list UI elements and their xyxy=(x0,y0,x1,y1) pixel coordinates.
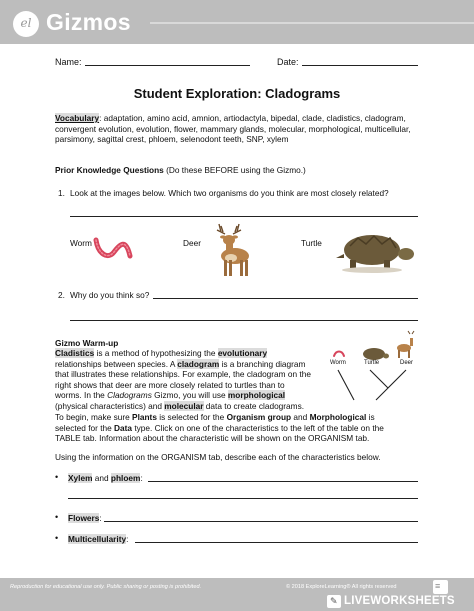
question-2-number: 2. xyxy=(58,290,65,300)
liveworksheets-logo-icon: ✎ xyxy=(327,595,341,608)
cladogram-branches xyxy=(330,368,422,402)
footer-reproduction-notice: Reproduction for educational use only. Public sharing or posting is prohibited. xyxy=(10,584,202,590)
liveworksheets-brand: LIVEWORKSHEETS xyxy=(344,595,455,607)
worm-image xyxy=(92,232,134,264)
date-field[interactable] xyxy=(302,65,418,66)
question-2-answer-line-2[interactable] xyxy=(70,320,418,321)
bullet-2-symbol: • xyxy=(55,512,59,522)
warmup-heading: Gizmo Warm-up xyxy=(55,338,119,348)
cladogram-label-worm: Worm xyxy=(330,360,346,366)
bullet-multicellularity: Multicellularity: xyxy=(68,534,129,544)
turtle-label: Turtle xyxy=(301,238,322,248)
question-1-number: 1. xyxy=(58,188,65,198)
deer-image xyxy=(203,220,259,278)
vocabulary-paragraph xyxy=(55,113,425,145)
bullet-xylem-phloem: Xylem and phloem: xyxy=(68,473,143,483)
warmup-paragraph-2: To begin, make sure Plants is selected for the Organism group and Morphological is selected for the Data type. Click on one of the characteristics to the left of the table on the TABLE tab. Information about the characteristic will be shown on the ORGANISM tab. xyxy=(55,412,384,443)
cladogram-label-deer: Deer xyxy=(400,360,414,366)
vocabulary-terms: : adaptation, amino acid, amnion, artiodactyla, bipedal, clade, cladistics, cladogram, convergent evolution, evolution, flower, mammary glands, molecular, morphological, multicellular, parsimony, sagittal crest, phloem, selenodont teeth, SNP, xylem xyxy=(55,113,411,144)
page-title: Student Exploration: Cladograms xyxy=(133,86,341,101)
liveworksheets-badge-icon: ≡ xyxy=(433,580,448,594)
warmup-paragraph-1: Cladistics is a method of hypothesizing the evolutionary relationships between species. A cladogram is a branching diagram that illustrates these relationships. For example, the cladogram on the right shows that deer are more closely related to turtles than to worms. In the Cladograms Gizmo, you will use morphological (physical characteristics) and molecular data to create cladograms. xyxy=(55,348,311,411)
vocabulary-label: Vocabulary xyxy=(55,113,100,123)
deer-label: Deer xyxy=(183,238,201,248)
worm-label: Worm xyxy=(70,238,92,248)
bullet-3-symbol: • xyxy=(55,533,59,543)
flowers-answer-line[interactable] xyxy=(104,521,418,522)
header-divider xyxy=(150,22,474,24)
question-1-text: Look at the images below. Which two organisms do you think are most closely related? xyxy=(70,188,389,198)
bullet-flowers: Flowers: xyxy=(68,513,102,523)
footer-copyright: © 2018 ExploreLearning® All rights reserved xyxy=(286,584,397,590)
name-field[interactable] xyxy=(85,65,250,66)
xylem-phloem-answer-line-1[interactable] xyxy=(148,481,418,482)
cladogram-label-turtle: Turtle xyxy=(364,360,380,366)
question-2-answer-line-1[interactable] xyxy=(153,298,418,299)
xylem-phloem-answer-line-2[interactable] xyxy=(68,498,418,499)
question-2-text: Why do you think so? xyxy=(70,290,150,300)
question-1-answer-line[interactable] xyxy=(70,216,418,217)
multicellularity-answer-line[interactable] xyxy=(135,542,418,543)
date-label: Date: xyxy=(277,57,299,67)
name-label: Name: xyxy=(55,57,82,67)
prior-knowledge-heading: Prior Knowledge Questions (Do these BEFORE using the Gizmo.) xyxy=(55,165,306,175)
gizmos-header-bar xyxy=(0,0,474,44)
gizmos-brand-title: Gizmos xyxy=(46,9,131,35)
explorelearning-logo: el xyxy=(13,11,39,37)
page-footer xyxy=(0,578,474,611)
cladogram-figure xyxy=(330,330,422,402)
warmup-paragraph-3: Using the information on the ORGANISM tab, describe each of the characteristics below. xyxy=(55,452,381,462)
turtle-image xyxy=(332,226,416,276)
bullet-1-symbol: • xyxy=(55,472,59,482)
